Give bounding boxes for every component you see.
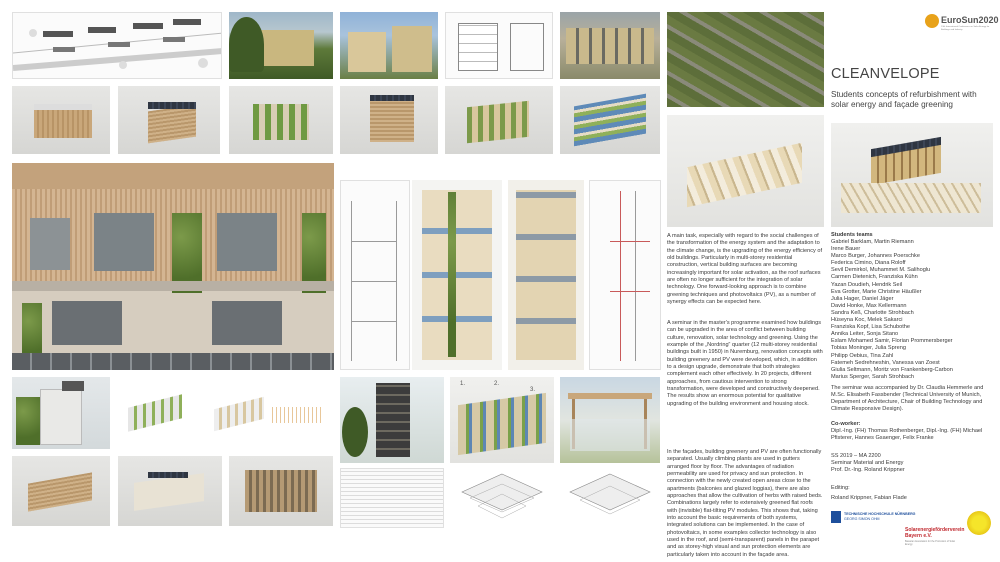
team-item: Eva Grotter, Marie Christine Häußler <box>831 288 922 295</box>
model-render-bottom-3 <box>229 456 333 526</box>
photo-existing-building-3 <box>560 12 660 79</box>
step-label-3: 3. <box>530 387 536 393</box>
team-item: Sevil Demirkol, Muhammet M. Salihoglu <box>831 267 931 274</box>
team-item: Hüseyna Koc, Melek Sakarci <box>831 317 903 324</box>
sun-icon <box>925 14 939 28</box>
photo-greened-building <box>12 377 110 449</box>
section-drawing-3 <box>508 180 584 370</box>
photo-existing-building-2 <box>340 12 438 79</box>
axonometric-module-1 <box>118 377 200 449</box>
section-drawing-4 <box>589 180 661 370</box>
sfv-logo-line1: Solarenergieförderverein <box>905 527 965 533</box>
pergola-render <box>560 377 660 463</box>
team-item: Irene Bauer <box>831 246 861 253</box>
page-subtitle: Students concepts of refurbishment with solar energy and façade greening <box>831 90 977 110</box>
step-diagram <box>450 377 554 463</box>
team-item: Yazan Doudieh, Hendrik Seil <box>831 281 903 288</box>
eurosun-logo-text: EuroSun2020 <box>941 15 999 25</box>
team-item: Federica Cimino, Diana Roloff <box>831 260 906 267</box>
th-logo-line2: GEORG SIMON OHM <box>844 517 880 521</box>
intro-paragraph-2: A seminar in the master's programme examined how buildings can be upgraded in the area of conflict between building culture, renovation, solar technology and greening. Using the example of the „Nordring“ quarter (12 multi-storey residential buildings built in 1950) in Nuremburg, renovation concepts with building greenery and PV were developed, which, in addition to a design upgrade, demonstrate that both strategies complement each other effectively. In 20 projects, different approaches, from cautious intervention to strong transformation, were developed and constructively deepened. The results show an enormous potential for qualitative upgrading of the building environment and housing stock. <box>667 320 823 407</box>
facade-visualization <box>12 163 334 370</box>
model-render-6 <box>560 86 660 154</box>
model-render-3 <box>229 86 333 154</box>
model-render-large <box>831 123 993 227</box>
teams-heading: Students teams <box>831 232 873 238</box>
team-item: Gabriel Barklam, Martin Riemann <box>831 239 914 245</box>
model-render-5 <box>445 86 553 154</box>
prof-text: Prof. Dr.-Ing. Roland Krippner <box>831 467 905 473</box>
editing-text: Roland Krippner, Fabian Flade <box>831 495 907 501</box>
specification-table <box>340 468 444 528</box>
photo-existing-building-1 <box>229 12 333 79</box>
sun-logo-icon <box>967 511 991 535</box>
team-item: Fatemeh Sedrehneshin, Vanessa van Zoest <box>831 359 940 366</box>
model-render-2 <box>118 86 220 154</box>
section-drawing-1 <box>340 180 410 370</box>
coworker-heading: Co-worker: <box>831 421 861 427</box>
elevation-drawing <box>445 12 553 79</box>
team-item: Tobias Moninger, Julia Spreng <box>831 345 906 352</box>
tower-render <box>340 377 444 463</box>
site-plan-lines <box>13 13 222 79</box>
exploded-axonometric-1-lines <box>450 468 554 528</box>
aerial-photo <box>667 12 824 107</box>
team-item: Carmen Dietenich, Franziska Kühn <box>831 274 918 281</box>
teams-list <box>831 239 993 381</box>
team-item: David Honke, Max Kellermann <box>831 302 907 309</box>
seminar-text: Seminar Material and Energy <box>831 460 904 466</box>
model-render-bottom-1 <box>12 456 110 526</box>
page-title: CLEANVELOPE <box>831 66 940 82</box>
team-item: Giulia Seltmann, Moritz von Frankenberg-Carbon <box>831 366 953 373</box>
site-plan-drawing <box>12 12 222 79</box>
step-label-2: 2. <box>494 381 500 387</box>
intro-paragraph-3: In the façades, building greenery and PV are often functionally separated. Usually climbing plants are used in gutters arranged floor by floor. The advantages of radiation permeability are used for privacy and sun protection. In connection with the newly created open areas close to the apartments (balconies and glazed loggias), there are also approaches that allow the cultivation of herbs with raised beds. Combinations largely refer to extensively greened flat roofs with (invisible) flat-tilting PV modules. This shows that, taking into account the basic requirements of both systems, integrated solutions can be implemented. In the case of photovoltaics, in some examples collector technology is also used in the roof, and (semi-transparent) panels in the parapet and as storey-high visual and sun protection elements are particularly taken into account in the façade area. <box>667 449 823 558</box>
team-item: Annika Leiter, Sonja Sitano <box>831 331 899 338</box>
sfv-logo-line3: Bavarian Association for the Promotion of Solar Energy <box>905 540 956 546</box>
team-item: Sandra Keß, Charlotte Strohbach <box>831 309 914 316</box>
team-item: Franziska Kopf, Lisa Schubothe <box>831 324 910 331</box>
section-drawing-2 <box>412 180 502 370</box>
coworker-text: Dipl.-Ing. (FH) Thomas Rothenberger, Dipl.-Ing. (FH) Michael Pfisterer, Hannes Gsaenger, Felix Franke <box>831 428 983 442</box>
th-logo-line1: TECHNISCHE HOCHSCHULE NÜRNBERG <box>844 512 916 516</box>
editing-heading: Editing: <box>831 485 850 491</box>
th-nuernberg-logo <box>831 511 916 525</box>
eurosun-logo-subtext: 13th International Conference on Solar Energy for Buildings and Industry <box>941 26 990 31</box>
model-render-4 <box>340 86 438 154</box>
exploded-axonometric-2-lines <box>560 468 660 528</box>
step-label-1: 1. <box>460 381 466 387</box>
sfv-logo-line2: Bayern e.V. <box>905 533 932 539</box>
sfv-logo <box>905 503 995 551</box>
exploded-axonometric-1 <box>450 468 554 528</box>
accompanied-text: The seminar was accompanied by Dr. Claudia Hemmerle and M.Sc. Elisabeth Fassbender (Technical University of Munich, Department of Architecture, Chair of Building Technology and Climate Responsive Design). <box>831 385 984 413</box>
intro-paragraph-1: A main task, especially with regard to the social challenges of the transformation of the energy system and the adaptation to the climate change, is the upgrading of the energy efficiency of old buildings. Particularly in multi-storey residential construction, vertical building surfaces are becoming increasingly important for solar activation, as the roof surfaces are often no longer sufficient for the integration of solar technology. One forward-looking approach is to combine greening techniques and photovoltaics (PV), as a number of synergy effects can be expected here. <box>667 233 823 306</box>
model-render-1 <box>12 86 110 154</box>
exploded-axonometric-2 <box>560 468 660 528</box>
team-item: Philipp Oebius, Tina Zahl <box>831 352 894 359</box>
team-item: Eslam Mohamed Samir, Florian Prommersberger <box>831 338 953 345</box>
team-item: Marco Burger, Johannes Poerschke <box>831 253 920 260</box>
team-item: Julia Hager, Daniel Jäger <box>831 295 894 302</box>
team-item: Marius Sperger, Sarah Strohbach <box>831 373 915 380</box>
semester-text: SS 2019 – MA 2200 <box>831 453 881 459</box>
eurosun-logo <box>925 12 999 38</box>
model-render-bottom-2 <box>118 456 222 526</box>
th-logo-mark <box>831 511 841 523</box>
axonometric-module-2 <box>200 377 333 449</box>
